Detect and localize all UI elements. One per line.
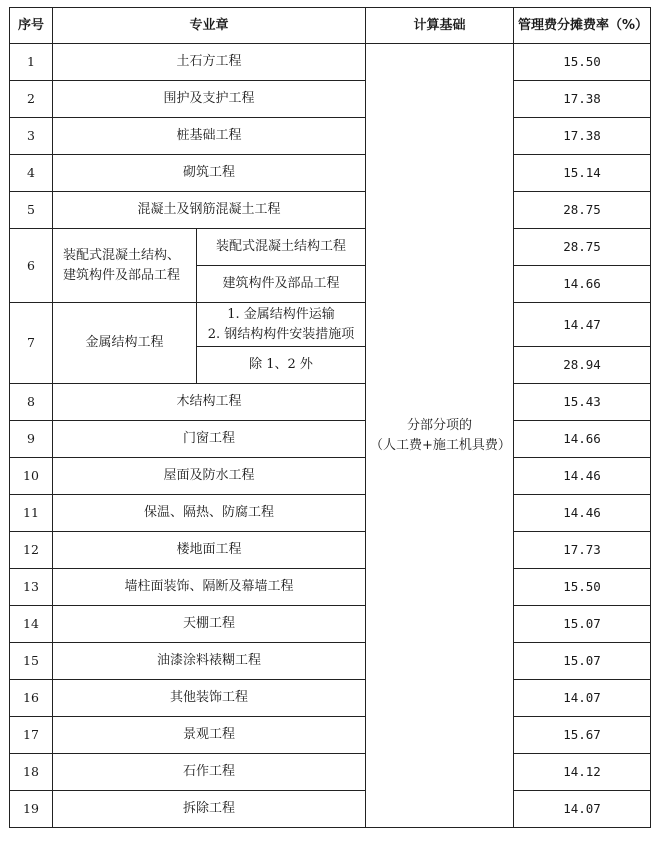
row-chapter: 天棚工程 <box>53 606 366 643</box>
row-rate: 17.73 <box>514 532 651 569</box>
row-chapter: 屋面及防水工程 <box>53 458 366 495</box>
row-no: 11 <box>10 495 53 532</box>
row-rate: 14.46 <box>514 458 651 495</box>
row-rate: 14.66 <box>514 421 651 458</box>
header-no: 序号 <box>10 8 53 44</box>
table-row <box>10 532 651 569</box>
calculation-basis-cell <box>366 44 514 828</box>
row-no: 4 <box>10 155 53 192</box>
row-chapter: 混凝土及钢筋混凝土工程 <box>53 192 366 229</box>
row-rate: 14.07 <box>514 791 651 828</box>
row-chapter: 门窗工程 <box>53 421 366 458</box>
row-chapter: 土石方工程 <box>53 44 366 81</box>
table-row <box>10 495 651 532</box>
table-row <box>10 44 651 81</box>
row-rate: 14.12 <box>514 754 651 791</box>
row-rate: 15.50 <box>514 569 651 606</box>
row-no: 6 <box>10 229 53 303</box>
header-chapter: 专业章 <box>53 8 366 44</box>
sub-item <box>197 303 366 347</box>
row-no: 13 <box>10 569 53 606</box>
table-row <box>10 384 651 421</box>
sub-item: 建筑构件及部品工程 <box>197 266 366 303</box>
row-rate: 15.07 <box>514 643 651 680</box>
row-chapter: 其他装饰工程 <box>53 680 366 717</box>
row-chapter: 桩基础工程 <box>53 118 366 155</box>
management-fee-rate-table <box>9 7 651 828</box>
row-rate: 15.43 <box>514 384 651 421</box>
row-rate: 28.75 <box>514 229 651 266</box>
sub-item: 除 1、2 外 <box>197 347 366 384</box>
sub-item-line-1: 1. 金属结构件运输 <box>227 306 335 322</box>
row-chapter: 油漆涂料裱糊工程 <box>53 643 366 680</box>
row-no: 16 <box>10 680 53 717</box>
row-chapter: 拆除工程 <box>53 791 366 828</box>
row-rate: 15.67 <box>514 717 651 754</box>
row-rate: 15.14 <box>514 155 651 192</box>
row-rate: 15.07 <box>514 606 651 643</box>
table-row <box>10 569 651 606</box>
row-no: 7 <box>10 303 53 384</box>
table-row <box>10 421 651 458</box>
row-no: 12 <box>10 532 53 569</box>
header-basis: 计算基础 <box>366 8 514 44</box>
table-row <box>10 192 651 229</box>
row-rate: 17.38 <box>514 81 651 118</box>
row-chapter: 景观工程 <box>53 717 366 754</box>
row-chapter: 金属结构工程 <box>53 303 197 384</box>
row-no: 18 <box>10 754 53 791</box>
row-chapter <box>53 229 197 303</box>
header-rate: 管理费分摊费率（%） <box>514 8 651 44</box>
row-chapter: 木结构工程 <box>53 384 366 421</box>
basis-line-2: （人工费+施工机具费） <box>370 437 511 453</box>
row-rate: 14.66 <box>514 266 651 303</box>
row-no: 3 <box>10 118 53 155</box>
table-row <box>10 155 651 192</box>
table-row <box>10 606 651 643</box>
row-chapter: 围护及支护工程 <box>53 81 366 118</box>
row-chapter: 石作工程 <box>53 754 366 791</box>
table-row <box>10 680 651 717</box>
row-no: 8 <box>10 384 53 421</box>
row-chapter: 墙柱面装饰、隔断及幕墙工程 <box>53 569 366 606</box>
sub-item: 装配式混凝土结构工程 <box>197 229 366 266</box>
row-no: 19 <box>10 791 53 828</box>
row-rate: 28.75 <box>514 192 651 229</box>
chapter-line-2: 建筑构件及部品工程 <box>63 267 181 283</box>
table-row <box>10 81 651 118</box>
row-chapter: 楼地面工程 <box>53 532 366 569</box>
row-rate: 14.07 <box>514 680 651 717</box>
header-row <box>10 8 651 44</box>
row-rate: 15.50 <box>514 44 651 81</box>
row-no: 5 <box>10 192 53 229</box>
table-row <box>10 643 651 680</box>
row-no: 1 <box>10 44 53 81</box>
basis-line-1: 分部分项的 <box>407 417 473 433</box>
row-no: 10 <box>10 458 53 495</box>
row-chapter: 砌筑工程 <box>53 155 366 192</box>
row-no: 9 <box>10 421 53 458</box>
row-no: 14 <box>10 606 53 643</box>
table-row <box>10 118 651 155</box>
row-no: 17 <box>10 717 53 754</box>
row-rate: 14.47 <box>514 303 651 347</box>
row-chapter: 保温、隔热、防腐工程 <box>53 495 366 532</box>
chapter-line-1: 装配式混凝土结构、 <box>63 247 181 263</box>
row-no: 15 <box>10 643 53 680</box>
row-rate: 28.94 <box>514 347 651 384</box>
row-rate: 14.46 <box>514 495 651 532</box>
table-row <box>10 717 651 754</box>
row-rate: 17.38 <box>514 118 651 155</box>
table-row <box>10 754 651 791</box>
sub-item-line-2: 2. 钢结构构件安装措施项 <box>207 326 355 342</box>
row-no: 2 <box>10 81 53 118</box>
table-row <box>10 458 651 495</box>
table-row <box>10 303 651 347</box>
table-row <box>10 791 651 828</box>
table-row <box>10 229 651 266</box>
